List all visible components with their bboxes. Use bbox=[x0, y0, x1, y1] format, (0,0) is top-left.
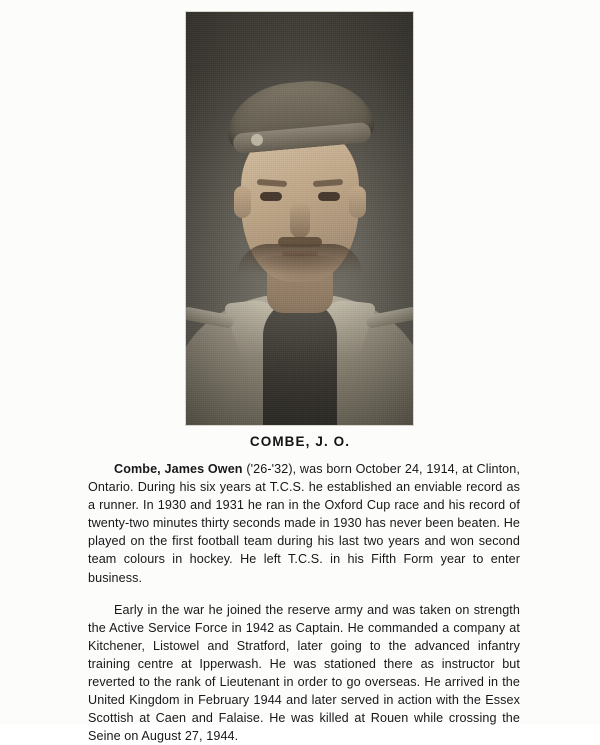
photo-frame bbox=[186, 12, 413, 425]
paragraph-1 bbox=[88, 460, 520, 587]
subject-name: Combe, James Owen bbox=[114, 462, 243, 476]
portrait-photograph bbox=[186, 12, 413, 425]
photo-caption: COMBE, J. O. bbox=[249, 434, 351, 449]
paragraph-2 bbox=[88, 601, 520, 745]
photo-grain bbox=[186, 12, 413, 425]
paragraph-2-text: Early in the war he joined the reserve army and was taken on strength the Active Service Force in 1942 as Captain. He commanded a company at Kitchener, Listowel and Stratford, later going to the advanced infantry training centre at Ipperwash. He was stationed there as instructor but reverted to the rank of Lieutenant in order to go overseas. He arrived in the United Kingdom in February 1944 and later served in action with the Essex Scottish at Caen and Falaise. He was killed at Rouen while crossing the Seine on August 27, 1944. bbox=[88, 602, 520, 744]
paragraph-1-text: ('26-'32), was born October 24, 1914, at Clinton, Ontario. During his six years at T.C.S. he established an enviable record as a runner. In 1930 and 1931 he ran in the Oxford Cup race and his record of twenty-two minutes thirty seconds made in 1930 has never been beaten. He played on the first football team during his last two years and won second team colours in hockey. He left T.C.S. in his Fifth Form year to enter business. bbox=[88, 462, 520, 585]
biography-text bbox=[88, 460, 520, 745]
